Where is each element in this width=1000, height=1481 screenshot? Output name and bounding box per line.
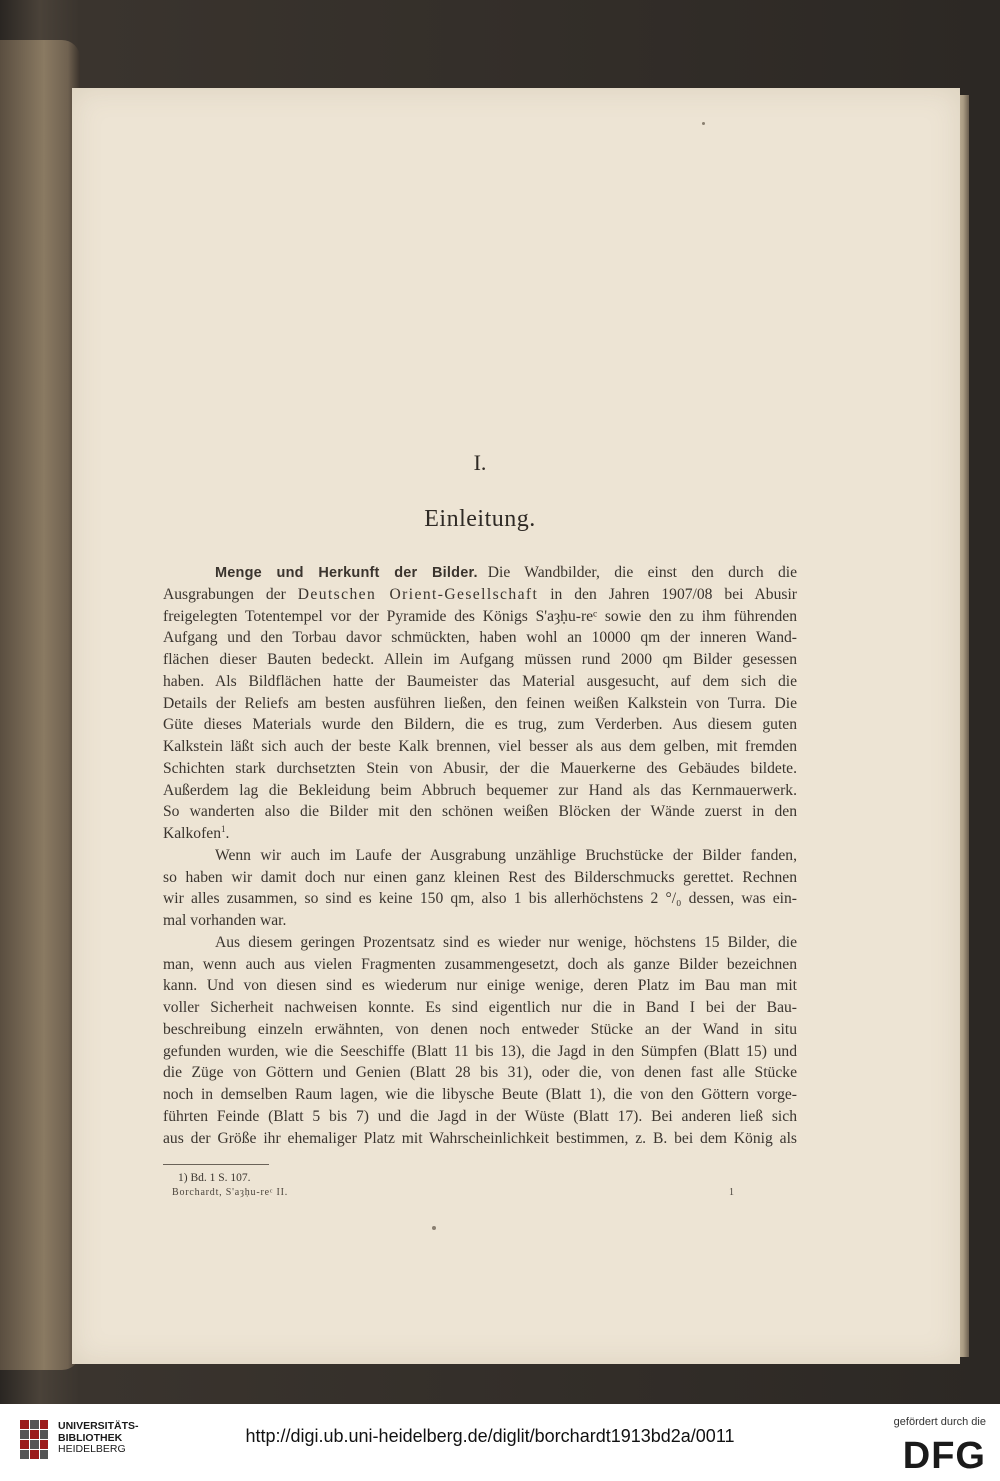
spaced-text: Deutschen Orient-Gesellschaft bbox=[297, 585, 539, 603]
text-line: Ausgrabungen der Deutschen Orient-Gesellschaft in den Jahren 1907/08 bei Abusir bbox=[163, 585, 797, 603]
svg-text:DFG: DFG bbox=[902, 1436, 986, 1472]
text-line: mal vorhanden war. bbox=[163, 912, 287, 929]
text-line: Kalkofen$^1$. bbox=[163, 823, 230, 842]
text-line: freigelegten Totentempel vor der Pyramide des Königs S'aȝḥu-reᶜ sowie den zu ihm führenden bbox=[163, 607, 797, 625]
text-line: gefunden wurden, wie die Seeschiffe (Blatt 11 bis 13), die Jagd in den Sümpfen (Blatt 15) und bbox=[163, 1042, 797, 1060]
paper-speck bbox=[702, 122, 705, 125]
text-line: flächen dieser Bauten bedeckt. Allein im Aufgang müssen rund 2000 qm Bilder gesessen bbox=[163, 651, 797, 668]
chapter-number: I. bbox=[473, 450, 487, 475]
text-line: Außerdem lag die Bekleidung beim Abbruch bequemer zur Hand als das Kernmauerwerk. bbox=[163, 781, 797, 799]
text-line: Aus diesem geringen Prozentsatz sind es wieder nur wenige, höchstens 15 Bilder, die bbox=[215, 933, 797, 951]
body-text bbox=[163, 562, 797, 1149]
text-line: Schichten stark durchsetzten Stein von Abusir, der die Mauerkerne des Gebäudes bildete. bbox=[163, 759, 797, 777]
text-line: die Züge von Göttern und Genien (Blatt 28 bis 31), oder die, von denen fast alle Stücke bbox=[163, 1064, 797, 1082]
footnote-marker: 1 bbox=[221, 823, 226, 834]
text-line: Aufgang und den Torbau davor schmückten, haben wohl an 10000 qm der inneren Wand- bbox=[163, 629, 797, 647]
text-line: Menge und Herkunft der Bilder. Die Wandbilder, die einst den durch die bbox=[215, 564, 797, 581]
text-line: So wanderten also die Bilder mit den schönen weißen Blöcken der Wände zuerst in den bbox=[163, 803, 797, 821]
left-page-edge bbox=[0, 40, 80, 1370]
dfg-logo-icon[interactable] bbox=[894, 1436, 986, 1472]
text-line: Güte dieses Materials wurde den Bildern, die es trug, zum Verderben. Aus diesem guten bbox=[163, 716, 797, 734]
text-line: Details der Reliefs am besten ausführen ließen, den feinen weißen Kalkstein von Turra. Die bbox=[163, 694, 797, 712]
section-heading: Menge und Herkunft der Bilder. bbox=[215, 565, 478, 581]
text-line: noch in demselben Raum lagen, wie die libysche Beute (Blatt 1), die von den Göttern vorge- bbox=[163, 1086, 797, 1103]
text-line: Kalkstein läßt sich auch der beste Kalk brennen, viel besser als aus dem gelben, mit fremden bbox=[163, 738, 797, 755]
text-line: haben. Als Bildflächen hatte der Baumeister das Material ausgesucht, auf dem sich die bbox=[163, 672, 797, 690]
text-line: wir alles zusammen, so sind es keine 150 qm, also 1 bis allerhöchstens 2 °/₀ dessen, was ein- bbox=[163, 890, 797, 908]
library-name[interactable]: UNIVERSITÄTS- BIBLIOTHEK HEIDELBERG bbox=[58, 1420, 139, 1455]
text-line: beschreibung einzeln erwähnten, von denen noch entweder Stücke an der Wand in situ bbox=[163, 1020, 797, 1038]
printer-signature: Borchardt, S'aȝḥu-reᶜ II. bbox=[172, 1187, 289, 1198]
sponsor-text: gefördert durch die bbox=[893, 1416, 986, 1428]
sheet-number: 1 bbox=[729, 1187, 734, 1198]
text-line: Wenn wir auch im Laufe der Ausgrabung unzählige Bruchstücke der Bilder fanden, bbox=[215, 846, 797, 864]
text-line: kann. Und von diesen sind es wiederum nur einige wenige, deren Platz im Bau man mit bbox=[163, 977, 797, 995]
chapter-title: Einleitung. bbox=[424, 506, 536, 532]
permalink-url[interactable]: http://digi.ub.uni-heidelberg.de/diglit/borchardt1913bd2a/0011 bbox=[245, 1426, 735, 1446]
footnote-rule bbox=[163, 1164, 269, 1165]
text-line: man, wenn auch aus vielen Fragmenten zusammengesetzt, doch als ganze Bilder bezeichnen bbox=[163, 955, 797, 973]
text-line: so haben wir damit doch nur einen ganz kleinen Rest des Bilderschmucks gerettet. Rechnen bbox=[163, 868, 797, 886]
text-line: voller Sicherheit nachweisen konnte. Es sind eigentlich nur die in Band I bei der Bau- bbox=[163, 999, 797, 1016]
footnote: 1) Bd. 1 S. 107. bbox=[178, 1172, 251, 1184]
paper-speck bbox=[432, 1226, 436, 1230]
text-line: führten Feinde (Blatt 5 bis 7) und die Jagd in der Wüste (Blatt 17). Bei anderen ließ sich bbox=[163, 1107, 797, 1125]
viewer-footer bbox=[0, 1404, 1000, 1481]
text-line: aus der Größe ihr ehemaliger Platz mit Wahrscheinlichkeit bestimmen, z. B. bei dem König als bbox=[163, 1129, 797, 1147]
